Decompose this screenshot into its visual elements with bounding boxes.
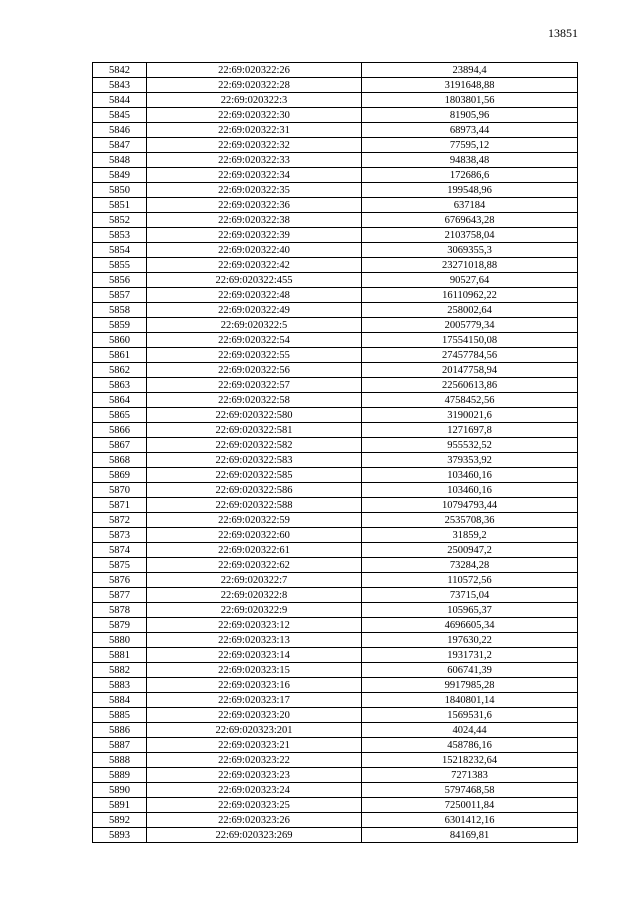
row-number-cell: 5862 <box>93 363 147 378</box>
table-row <box>93 753 578 768</box>
cadastral-value-cell: 7271383 <box>362 768 578 783</box>
row-number-cell: 5865 <box>93 408 147 423</box>
row-number-cell: 5881 <box>93 648 147 663</box>
cadastral-value-cell: 955532,52 <box>362 438 578 453</box>
table-row <box>93 63 578 78</box>
cadastral-value-cell: 1803801,56 <box>362 93 578 108</box>
table-row <box>93 198 578 213</box>
cadastral-value-cell: 2005779,34 <box>362 318 578 333</box>
cadastral-number-cell: 22:69:020323:12 <box>147 618 362 633</box>
row-number-cell: 5845 <box>93 108 147 123</box>
row-number-cell: 5864 <box>93 393 147 408</box>
row-number-cell: 5860 <box>93 333 147 348</box>
table-row <box>93 573 578 588</box>
cadastral-value-cell: 637184 <box>362 198 578 213</box>
table-row <box>93 108 578 123</box>
table-row <box>93 213 578 228</box>
cadastral-value-cell: 23894,4 <box>362 63 578 78</box>
row-number-cell: 5886 <box>93 723 147 738</box>
row-number-cell: 5873 <box>93 528 147 543</box>
cadastral-number-cell: 22:69:020322:581 <box>147 423 362 438</box>
cadastral-value-cell: 1840801,14 <box>362 693 578 708</box>
cadastral-value-cell: 6769643,28 <box>362 213 578 228</box>
cadastral-value-cell: 3069355,3 <box>362 243 578 258</box>
cadastral-number-cell: 22:69:020323:22 <box>147 753 362 768</box>
table-row <box>93 243 578 258</box>
cadastral-number-cell: 22:69:020322:55 <box>147 348 362 363</box>
cadastral-number-cell: 22:69:020322:62 <box>147 558 362 573</box>
cadastral-value-cell: 2500947,2 <box>362 543 578 558</box>
cadastral-value-cell: 197630,22 <box>362 633 578 648</box>
cadastral-number-cell: 22:69:020322:580 <box>147 408 362 423</box>
table-row <box>93 513 578 528</box>
row-number-cell: 5842 <box>93 63 147 78</box>
table-row <box>93 543 578 558</box>
cadastral-number-cell: 22:69:020322:588 <box>147 498 362 513</box>
cadastral-value-cell: 94838,48 <box>362 153 578 168</box>
row-number-cell: 5887 <box>93 738 147 753</box>
cadastral-value-table <box>92 62 578 843</box>
row-number-cell: 5890 <box>93 783 147 798</box>
cadastral-number-cell: 22:69:020322:40 <box>147 243 362 258</box>
cadastral-number-cell: 22:69:020323:269 <box>147 828 362 843</box>
cadastral-value-cell: 73284,28 <box>362 558 578 573</box>
cadastral-value-cell: 105965,37 <box>362 603 578 618</box>
cadastral-number-cell: 22:69:020322:582 <box>147 438 362 453</box>
cadastral-value-cell: 20147758,94 <box>362 363 578 378</box>
row-number-cell: 5851 <box>93 198 147 213</box>
cadastral-number-cell: 22:69:020322:60 <box>147 528 362 543</box>
row-number-cell: 5889 <box>93 768 147 783</box>
table-row <box>93 183 578 198</box>
row-number-cell: 5853 <box>93 228 147 243</box>
table-row <box>93 798 578 813</box>
row-number-cell: 5863 <box>93 378 147 393</box>
cadastral-number-cell: 22:69:020322:42 <box>147 258 362 273</box>
row-number-cell: 5858 <box>93 303 147 318</box>
table-row <box>93 258 578 273</box>
table-row <box>93 633 578 648</box>
table-row <box>93 153 578 168</box>
cadastral-number-cell: 22:69:020322:585 <box>147 468 362 483</box>
cadastral-value-cell: 31859,2 <box>362 528 578 543</box>
row-number-cell: 5875 <box>93 558 147 573</box>
cadastral-value-cell: 458786,16 <box>362 738 578 753</box>
table-row <box>93 828 578 843</box>
cadastral-value-cell: 7250011,84 <box>362 798 578 813</box>
table-row <box>93 528 578 543</box>
cadastral-value-cell: 258002,64 <box>362 303 578 318</box>
row-number-cell: 5844 <box>93 93 147 108</box>
row-number-cell: 5883 <box>93 678 147 693</box>
row-number-cell: 5884 <box>93 693 147 708</box>
row-number-cell: 5859 <box>93 318 147 333</box>
table-row <box>93 693 578 708</box>
cadastral-value-cell: 68973,44 <box>362 123 578 138</box>
cadastral-value-cell: 379353,92 <box>362 453 578 468</box>
cadastral-number-cell: 22:69:020322:583 <box>147 453 362 468</box>
table-row <box>93 288 578 303</box>
cadastral-number-cell: 22:69:020322:5 <box>147 318 362 333</box>
cadastral-number-cell: 22:69:020322:48 <box>147 288 362 303</box>
row-number-cell: 5861 <box>93 348 147 363</box>
table-row <box>93 663 578 678</box>
cadastral-value-cell: 16110962,22 <box>362 288 578 303</box>
cadastral-number-cell: 22:69:020323:25 <box>147 798 362 813</box>
cadastral-number-cell: 22:69:020322:36 <box>147 198 362 213</box>
cadastral-number-cell: 22:69:020322:54 <box>147 333 362 348</box>
row-number-cell: 5866 <box>93 423 147 438</box>
table-row <box>93 678 578 693</box>
cadastral-number-cell: 22:69:020322:56 <box>147 363 362 378</box>
row-number-cell: 5871 <box>93 498 147 513</box>
cadastral-number-cell: 22:69:020323:24 <box>147 783 362 798</box>
row-number-cell: 5855 <box>93 258 147 273</box>
row-number-cell: 5888 <box>93 753 147 768</box>
table-row <box>93 648 578 663</box>
table-row <box>93 423 578 438</box>
table-row <box>93 123 578 138</box>
cadastral-value-cell: 22560613,86 <box>362 378 578 393</box>
row-number-cell: 5877 <box>93 588 147 603</box>
row-number-cell: 5843 <box>93 78 147 93</box>
cadastral-number-cell: 22:69:020322:586 <box>147 483 362 498</box>
row-number-cell: 5872 <box>93 513 147 528</box>
table-row <box>93 558 578 573</box>
row-number-cell: 5848 <box>93 153 147 168</box>
cadastral-number-cell: 22:69:020322:3 <box>147 93 362 108</box>
cadastral-value-cell: 1569531,6 <box>362 708 578 723</box>
table-row <box>93 408 578 423</box>
cadastral-number-cell: 22:69:020322:7 <box>147 573 362 588</box>
cadastral-number-cell: 22:69:020322:34 <box>147 168 362 183</box>
row-number-cell: 5846 <box>93 123 147 138</box>
row-number-cell: 5849 <box>93 168 147 183</box>
table-row <box>93 603 578 618</box>
row-number-cell: 5891 <box>93 798 147 813</box>
table-row <box>93 588 578 603</box>
cadastral-number-cell: 22:69:020322:30 <box>147 108 362 123</box>
cadastral-value-cell: 103460,16 <box>362 468 578 483</box>
row-number-cell: 5874 <box>93 543 147 558</box>
table-body <box>93 63 578 843</box>
table-row <box>93 618 578 633</box>
table-row <box>93 138 578 153</box>
cadastral-value-cell: 90527,64 <box>362 273 578 288</box>
table-row <box>93 303 578 318</box>
table-row <box>93 318 578 333</box>
cadastral-value-cell: 73715,04 <box>362 588 578 603</box>
cadastral-value-cell: 3190021,6 <box>362 408 578 423</box>
row-number-cell: 5878 <box>93 603 147 618</box>
cadastral-value-cell: 81905,96 <box>362 108 578 123</box>
cadastral-value-cell: 10794793,44 <box>362 498 578 513</box>
table-row <box>93 348 578 363</box>
cadastral-value-cell: 4024,44 <box>362 723 578 738</box>
table-row <box>93 768 578 783</box>
table-row <box>93 393 578 408</box>
table-row <box>93 783 578 798</box>
cadastral-number-cell: 22:69:020322:31 <box>147 123 362 138</box>
row-number-cell: 5850 <box>93 183 147 198</box>
cadastral-number-cell: 22:69:020323:16 <box>147 678 362 693</box>
table-row <box>93 363 578 378</box>
cadastral-value-cell: 2535708,36 <box>362 513 578 528</box>
table-row <box>93 453 578 468</box>
cadastral-value-cell: 77595,12 <box>362 138 578 153</box>
cadastral-number-cell: 22:69:020323:21 <box>147 738 362 753</box>
cadastral-value-cell: 84169,81 <box>362 828 578 843</box>
row-number-cell: 5857 <box>93 288 147 303</box>
cadastral-number-cell: 22:69:020323:15 <box>147 663 362 678</box>
cadastral-number-cell: 22:69:020323:17 <box>147 693 362 708</box>
cadastral-number-cell: 22:69:020322:38 <box>147 213 362 228</box>
table-row <box>93 468 578 483</box>
row-number-cell: 5892 <box>93 813 147 828</box>
cadastral-value-cell: 172686,6 <box>362 168 578 183</box>
cadastral-value-cell: 4758452,56 <box>362 393 578 408</box>
cadastral-value-cell: 6301412,16 <box>362 813 578 828</box>
cadastral-number-cell: 22:69:020322:57 <box>147 378 362 393</box>
row-number-cell: 5876 <box>93 573 147 588</box>
row-number-cell: 5868 <box>93 453 147 468</box>
cadastral-value-cell: 4696605,34 <box>362 618 578 633</box>
cadastral-value-cell: 9917985,28 <box>362 678 578 693</box>
cadastral-number-cell: 22:69:020323:26 <box>147 813 362 828</box>
cadastral-number-cell: 22:69:020322:26 <box>147 63 362 78</box>
row-number-cell: 5854 <box>93 243 147 258</box>
cadastral-number-cell: 22:69:020322:58 <box>147 393 362 408</box>
table-row <box>93 168 578 183</box>
row-number-cell: 5856 <box>93 273 147 288</box>
table-row <box>93 813 578 828</box>
cadastral-number-cell: 22:69:020322:28 <box>147 78 362 93</box>
cadastral-number-cell: 22:69:020323:20 <box>147 708 362 723</box>
page-number: 13851 <box>548 26 578 40</box>
cadastral-value-cell: 15218232,64 <box>362 753 578 768</box>
cadastral-value-cell: 110572,56 <box>362 573 578 588</box>
cadastral-number-cell: 22:69:020322:49 <box>147 303 362 318</box>
cadastral-number-cell: 22:69:020322:455 <box>147 273 362 288</box>
table-row <box>93 498 578 513</box>
table-row <box>93 333 578 348</box>
table-row <box>93 378 578 393</box>
row-number-cell: 5869 <box>93 468 147 483</box>
table-row <box>93 78 578 93</box>
row-number-cell: 5882 <box>93 663 147 678</box>
cadastral-number-cell: 22:69:020322:61 <box>147 543 362 558</box>
row-number-cell: 5885 <box>93 708 147 723</box>
table-row <box>93 708 578 723</box>
cadastral-number-cell: 22:69:020323:13 <box>147 633 362 648</box>
table-row <box>93 228 578 243</box>
row-number-cell: 5879 <box>93 618 147 633</box>
table-row <box>93 723 578 738</box>
cadastral-number-cell: 22:69:020322:35 <box>147 183 362 198</box>
row-number-cell: 5880 <box>93 633 147 648</box>
row-number-cell: 5852 <box>93 213 147 228</box>
cadastral-value-cell: 5797468,58 <box>362 783 578 798</box>
table-row <box>93 93 578 108</box>
cadastral-number-cell: 22:69:020322:59 <box>147 513 362 528</box>
cadastral-value-cell: 3191648,88 <box>362 78 578 93</box>
cadastral-number-cell: 22:69:020322:8 <box>147 588 362 603</box>
cadastral-number-cell: 22:69:020323:23 <box>147 768 362 783</box>
cadastral-value-cell: 103460,16 <box>362 483 578 498</box>
cadastral-value-cell: 199548,96 <box>362 183 578 198</box>
table-row <box>93 738 578 753</box>
row-number-cell: 5867 <box>93 438 147 453</box>
cadastral-value-cell: 27457784,56 <box>362 348 578 363</box>
cadastral-number-cell: 22:69:020322:33 <box>147 153 362 168</box>
cadastral-value-cell: 23271018,88 <box>362 258 578 273</box>
table-row <box>93 438 578 453</box>
table-row <box>93 273 578 288</box>
cadastral-number-cell: 22:69:020322:32 <box>147 138 362 153</box>
cadastral-value-cell: 606741,39 <box>362 663 578 678</box>
row-number-cell: 5893 <box>93 828 147 843</box>
cadastral-number-cell: 22:69:020323:14 <box>147 648 362 663</box>
cadastral-value-cell: 1271697,8 <box>362 423 578 438</box>
cadastral-number-cell: 22:69:020323:201 <box>147 723 362 738</box>
table-row <box>93 483 578 498</box>
cadastral-value-cell: 2103758,04 <box>362 228 578 243</box>
cadastral-value-cell: 17554150,08 <box>362 333 578 348</box>
cadastral-number-cell: 22:69:020322:9 <box>147 603 362 618</box>
cadastral-value-cell: 1931731,2 <box>362 648 578 663</box>
cadastral-number-cell: 22:69:020322:39 <box>147 228 362 243</box>
row-number-cell: 5870 <box>93 483 147 498</box>
row-number-cell: 5847 <box>93 138 147 153</box>
